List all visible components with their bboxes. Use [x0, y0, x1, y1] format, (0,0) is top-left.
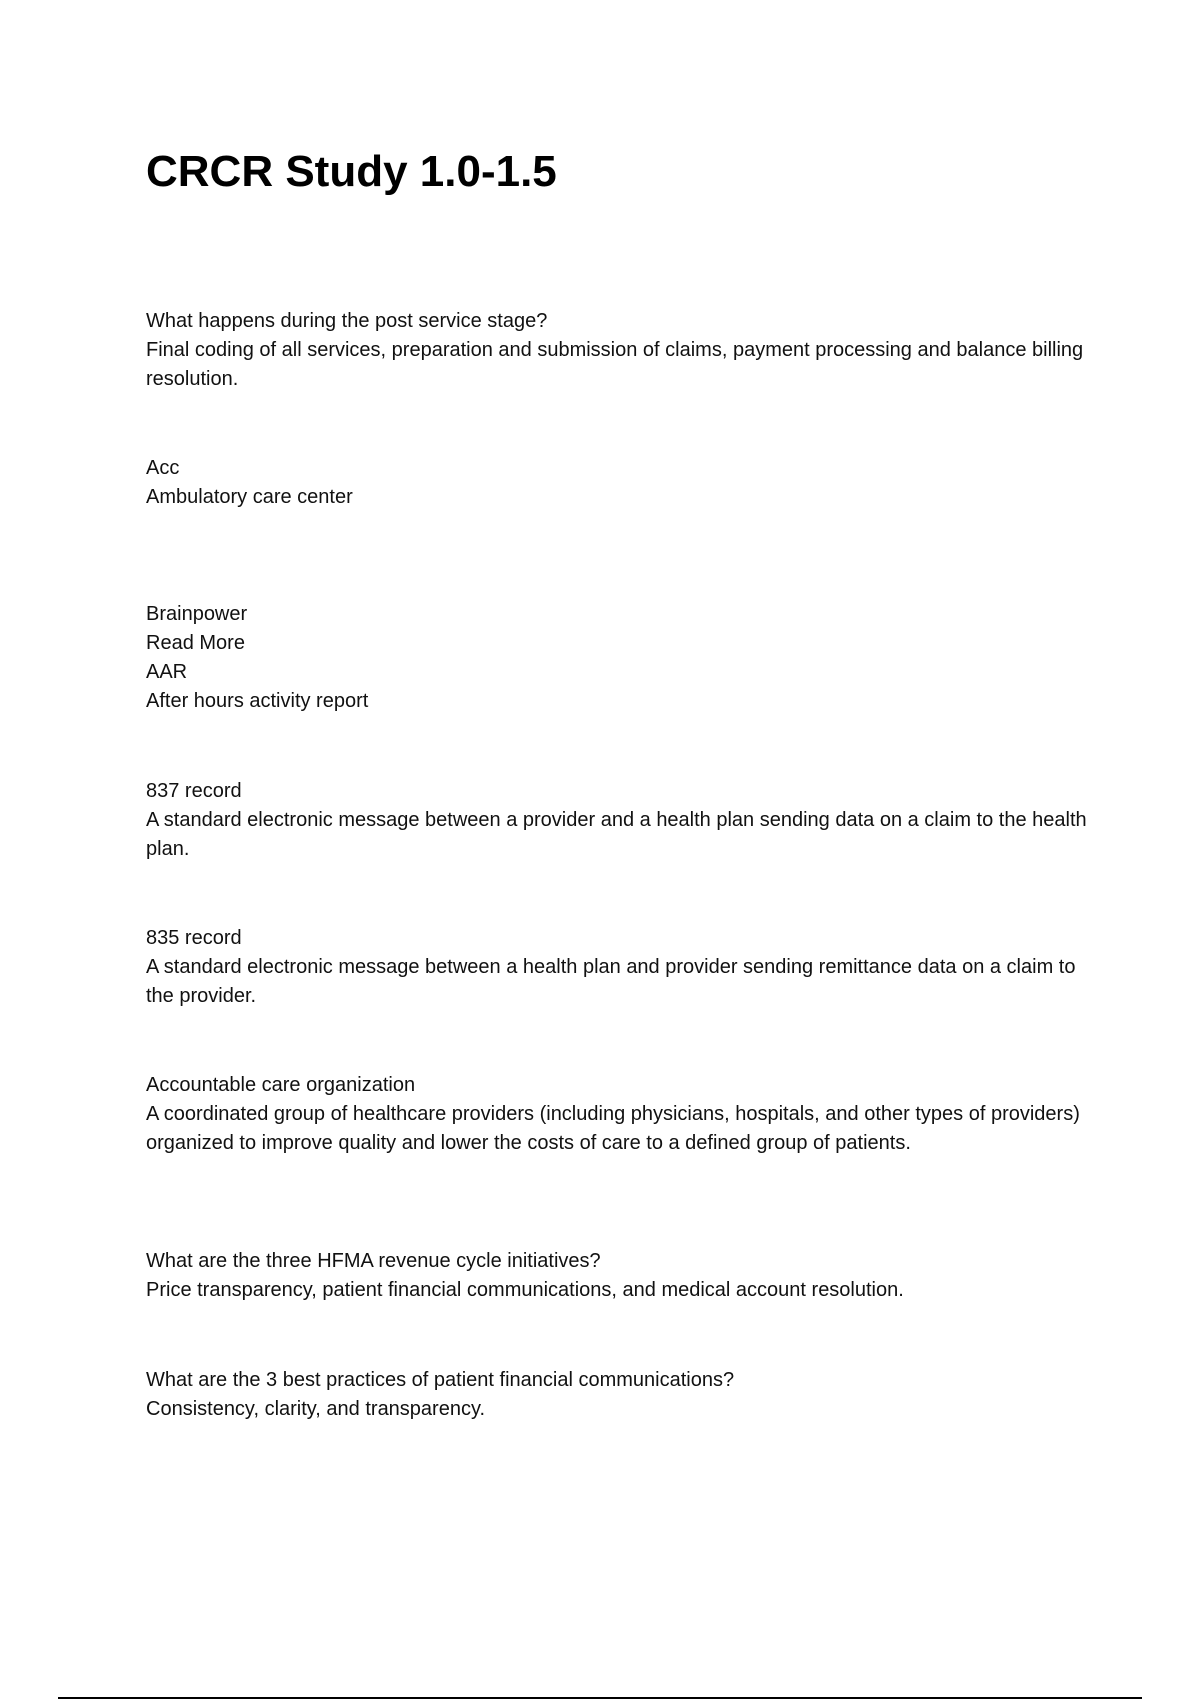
- entry-definition: Ambulatory care center: [146, 486, 353, 508]
- entry-definition: Price transparency, patient financial communications, and medical account resolution.: [146, 1279, 904, 1301]
- flashcard-entry: [146, 924, 1096, 1011]
- entry-line: Read More: [146, 632, 245, 654]
- entry-term: Accountable care organization: [146, 1074, 416, 1096]
- page-title: CRCR Study 1.0-1.5: [146, 147, 557, 196]
- entry-term: 837 record: [146, 780, 242, 802]
- entry-term: What happens during the post service stage?: [146, 310, 548, 332]
- entry-term: 835 record: [146, 927, 242, 949]
- flashcard-entry: [146, 777, 1096, 864]
- flashcard-entry: [146, 454, 1096, 512]
- flashcard-entry: [146, 1247, 1096, 1305]
- entry-definition: A coordinated group of healthcare providers (including physicians, hospitals, and other types of providers) organized to improve quality and lower the costs of care to a defined group of patients.: [146, 1103, 1080, 1154]
- entry-term: Acc: [146, 457, 180, 479]
- entry-term: What are the three HFMA revenue cycle initiatives?: [146, 1250, 601, 1272]
- flashcard-entry: [146, 307, 1096, 394]
- entry-line: Brainpower: [146, 603, 248, 625]
- entry-term: What are the 3 best practices of patient financial communications?: [146, 1369, 735, 1391]
- flashcard-entry: [146, 1071, 1096, 1158]
- flashcard-entry: [146, 1366, 1096, 1424]
- footer-rule: [58, 1697, 1142, 1699]
- entry-definition: A standard electronic message between a health plan and provider sending remittance data on a claim to the provider.: [146, 956, 1076, 1007]
- entry-definition: After hours activity report: [146, 690, 369, 712]
- entry-definition: Final coding of all services, preparation and submission of claims, payment processing and balance billing resolution.: [146, 339, 1084, 390]
- flashcard-entry: [146, 600, 1096, 716]
- entry-definition: A standard electronic message between a provider and a health plan sending data on a claim to the health plan.: [146, 809, 1087, 860]
- entry-term: AAR: [146, 661, 188, 683]
- entry-definition: Consistency, clarity, and transparency.: [146, 1398, 486, 1420]
